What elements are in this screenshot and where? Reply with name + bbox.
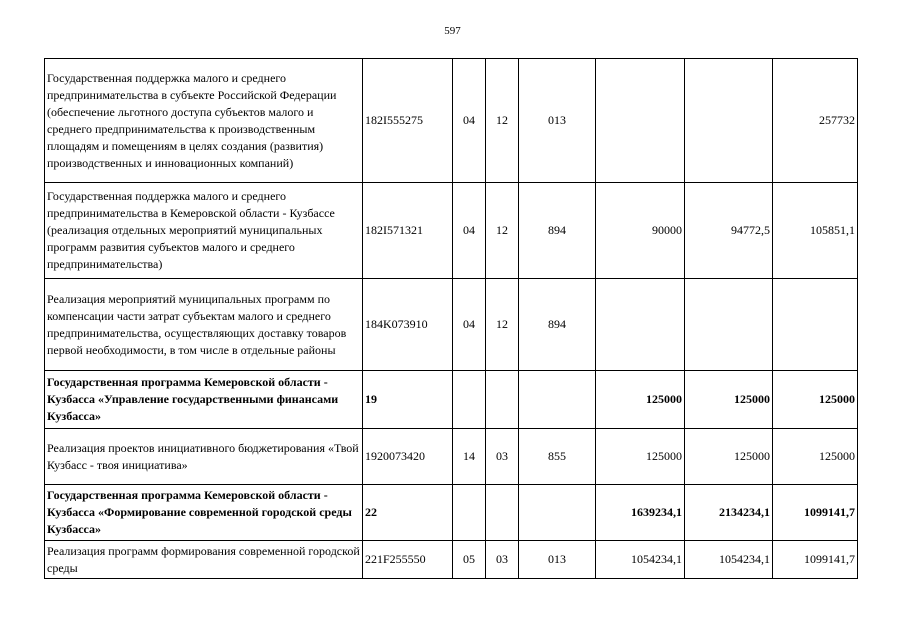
- row-name: Реализация мероприятий муниципальных программ по компенсации части затрат субъектам малого и среднего предпринимательства, осуществляющих доставку товаров первой необходимости, в том числе в отдельные районы: [45, 279, 363, 371]
- row-expense-type: [519, 485, 596, 541]
- row-target-code: 182I555275: [363, 59, 453, 183]
- row-amount-year-3: 1099141,7: [773, 541, 858, 579]
- row-amount-year-2: 125000: [685, 429, 773, 485]
- row-amount-year-1: [596, 279, 685, 371]
- row-amount-year-3: 257732: [773, 59, 858, 183]
- row-name: Государственная программа Кемеровской области - Кузбасса «Формирование современной городской среды Кузбасса»: [45, 485, 363, 541]
- table-row: [45, 541, 858, 579]
- row-amount-year-1: 1639234,1: [596, 485, 685, 541]
- row-target-code: 1920073420: [363, 429, 453, 485]
- row-expense-type: 894: [519, 183, 596, 279]
- table-row: [45, 371, 858, 429]
- row-section: [453, 485, 486, 541]
- row-amount-year-1: 90000: [596, 183, 685, 279]
- table-row: [45, 429, 858, 485]
- row-target-code: 182I571321: [363, 183, 453, 279]
- row-section: 04: [453, 183, 486, 279]
- row-target-code: 221F255550: [363, 541, 453, 579]
- row-expense-type: 013: [519, 59, 596, 183]
- row-amount-year-1: 1054234,1: [596, 541, 685, 579]
- row-subsection: [486, 485, 519, 541]
- row-target-code: 22: [363, 485, 453, 541]
- row-amount-year-3: 125000: [773, 371, 858, 429]
- row-amount-year-3: 1099141,7: [773, 485, 858, 541]
- row-section: 05: [453, 541, 486, 579]
- row-amount-year-1: 125000: [596, 429, 685, 485]
- table-body: [45, 59, 858, 579]
- row-target-code: 19: [363, 371, 453, 429]
- row-section: 04: [453, 279, 486, 371]
- row-subsection: [486, 371, 519, 429]
- row-subsection: 12: [486, 59, 519, 183]
- row-expense-type: 894: [519, 279, 596, 371]
- table-row: [45, 485, 858, 541]
- table-row: [45, 183, 858, 279]
- row-name: Реализация программ формирования современной городской среды: [45, 541, 363, 579]
- row-subsection: 12: [486, 183, 519, 279]
- row-section: 14: [453, 429, 486, 485]
- table-row: [45, 279, 858, 371]
- row-subsection: 03: [486, 429, 519, 485]
- row-amount-year-3: 125000: [773, 429, 858, 485]
- row-amount-year-1: [596, 59, 685, 183]
- page-number: 597: [444, 25, 461, 37]
- row-amount-year-3: [773, 279, 858, 371]
- row-amount-year-2: [685, 59, 773, 183]
- row-name: Реализация проектов инициативного бюджетирования «Твой Кузбасс - твоя инициатива»: [45, 429, 363, 485]
- row-expense-type: 013: [519, 541, 596, 579]
- row-amount-year-2: 125000: [685, 371, 773, 429]
- row-amount-year-3: 105851,1: [773, 183, 858, 279]
- row-amount-year-2: 94772,5: [685, 183, 773, 279]
- row-name: Государственная поддержка малого и среднего предпринимательства в Кемеровской области - Кузбассе (реализация отдельных мероприятий муниципальных программ развития субъектов малого и среднего предпринимательства): [45, 183, 363, 279]
- row-expense-type: [519, 371, 596, 429]
- row-section: [453, 371, 486, 429]
- row-amount-year-1: 125000: [596, 371, 685, 429]
- row-name: Государственная программа Кемеровской области - Кузбасса «Управление государственными финансами Кузбасса»: [45, 371, 363, 429]
- row-amount-year-2: [685, 279, 773, 371]
- budget-table: [44, 58, 858, 579]
- row-amount-year-2: 1054234,1: [685, 541, 773, 579]
- row-target-code: 184K073910: [363, 279, 453, 371]
- row-section: 04: [453, 59, 486, 183]
- row-expense-type: 855: [519, 429, 596, 485]
- row-subsection: 12: [486, 279, 519, 371]
- row-name: Государственная поддержка малого и среднего предпринимательства в субъекте Российской Федерации (обеспечение льготного доступа субъектов малого и среднего предпринимательства к производственным площадям и помещениям в целях создания (развития) производственных и инновационных компаний): [45, 59, 363, 183]
- row-amount-year-2: 2134234,1: [685, 485, 773, 541]
- row-subsection: 03: [486, 541, 519, 579]
- table-row: [45, 59, 858, 183]
